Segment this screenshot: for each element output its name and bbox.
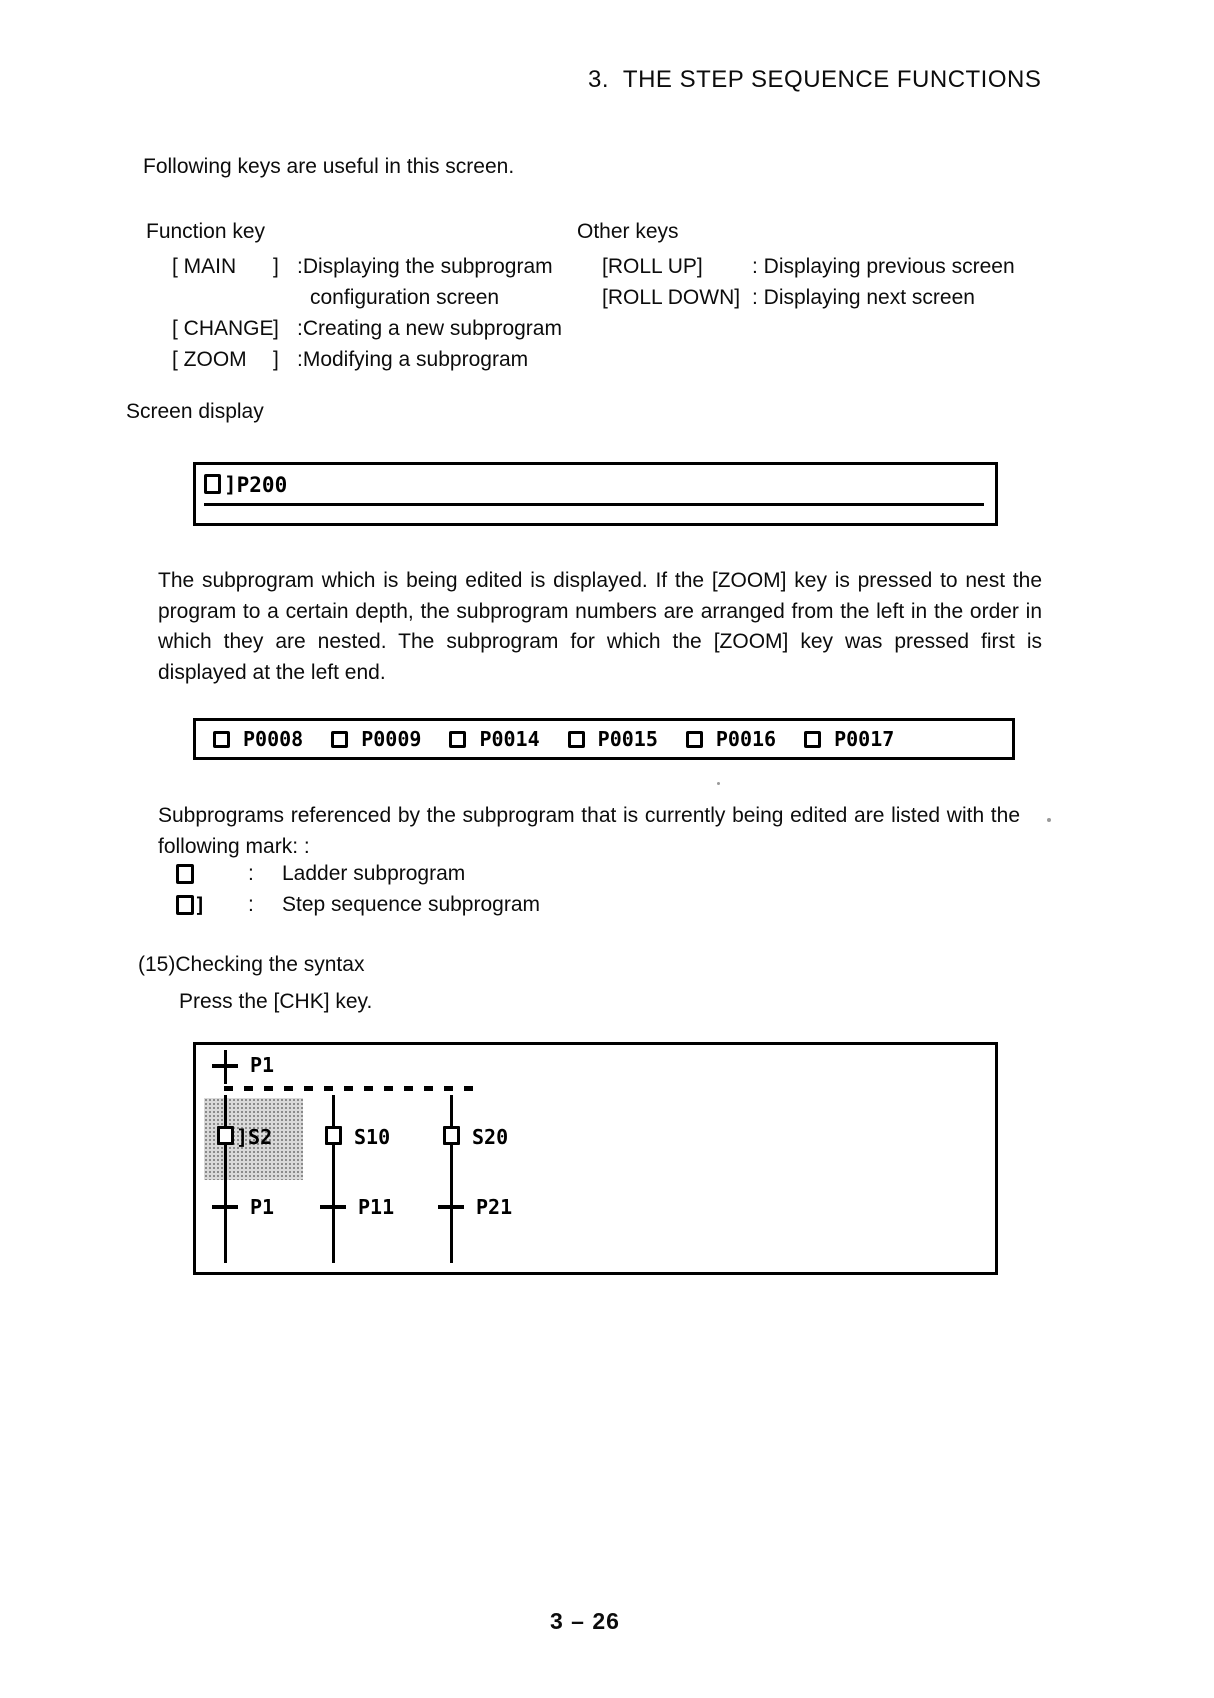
step-label: S10 — [354, 1125, 391, 1149]
transition-label: P11 — [358, 1195, 395, 1219]
function-key-row — [172, 251, 562, 282]
paragraph-referenced-subprograms — [158, 800, 1020, 862]
function-key-bracket: ] — [273, 255, 279, 278]
intro-text: Following keys are useful in this screen. — [143, 155, 515, 178]
step-square-icon — [443, 1126, 460, 1145]
scan-speck — [1047, 818, 1051, 822]
other-key-name: [ROLL UP] — [602, 255, 703, 278]
function-key-name: [ ZOOM — [172, 348, 247, 371]
subprogram-number: ]P200 — [224, 473, 288, 497]
subprogram-list-item — [213, 727, 303, 751]
paragraph-line: Subprograms referenced by the subprogram that is currently being edited are listed with the — [158, 804, 1020, 827]
function-key-row — [172, 313, 562, 344]
transition-label: P21 — [476, 1195, 513, 1219]
paragraph-line: following mark: : — [158, 835, 310, 858]
branch-stem — [332, 1095, 335, 1126]
ladder-mark-icon — [686, 731, 703, 748]
ladder-mark-icon — [449, 731, 466, 748]
step-stem — [450, 1145, 453, 1263]
paragraph-line: displayed at the left end. — [158, 660, 386, 684]
chapter-heading: 3. THE STEP SEQUENCE FUNCTIONS — [588, 66, 1042, 93]
other-key-description: : Displaying next screen — [752, 286, 975, 309]
ladder-mark-icon — [804, 731, 821, 748]
step-sequence-diagram-box — [193, 1042, 998, 1275]
function-key-description-cont — [172, 282, 562, 313]
subprogram-list-item — [449, 727, 539, 751]
paragraph-line: which they are nested. The subprogram for which the [ZOOM] key was pressed first is — [158, 630, 1042, 653]
function-key-bracket: ] — [273, 348, 279, 371]
screen-box-subprogram-list — [193, 718, 1015, 760]
function-key-row — [172, 344, 562, 375]
transition-cross-icon — [212, 1205, 238, 1209]
screen-box-subprogram — [193, 462, 998, 526]
ladder-mark-icon — [331, 731, 348, 748]
function-key-description: :Modifying a subprogram — [297, 348, 529, 371]
step-label: ]S2 — [236, 1125, 273, 1149]
transition-cross-icon — [212, 1064, 238, 1068]
subprogram-number: P0008 — [243, 727, 304, 751]
step-stem — [224, 1145, 227, 1263]
step-sequence-mark-icon — [204, 474, 221, 494]
function-key-description: :Displaying the subprogram — [297, 255, 553, 278]
other-key-description: : Displaying previous screen — [752, 255, 1015, 278]
other-keys-title: Other keys — [577, 220, 679, 243]
mark-legend-row — [176, 858, 540, 889]
mark-colon: : — [248, 892, 254, 916]
transition-label: P1 — [250, 1053, 275, 1077]
subprogram-number: P0017 — [834, 727, 895, 751]
section-15-instruction: Press the [CHK] key. — [179, 990, 373, 1013]
step-stem — [332, 1145, 335, 1263]
function-key-list — [172, 251, 562, 375]
paragraph-line: program to a certain depth, the subprogram numbers are arranged from the left in the order in — [158, 599, 1042, 623]
function-key-title: Function key — [146, 220, 266, 243]
mark-square-icon — [176, 864, 194, 884]
subprogram-list-item — [331, 727, 421, 751]
subprogram-number: P0015 — [597, 727, 658, 751]
other-key-row — [602, 282, 1015, 313]
mark-symbol — [176, 893, 248, 917]
ladder-mark-icon — [568, 731, 585, 748]
subprogram-list-item — [686, 727, 776, 751]
paragraph-line: The subprogram which is being edited is displayed. If the [ZOOM] key is pressed to nest the — [158, 569, 1042, 592]
ladder-mark-icon — [213, 731, 230, 748]
mark-colon: : — [248, 861, 254, 885]
screen-display-label: Screen display — [126, 400, 264, 423]
function-key-name: [ CHANGE — [172, 317, 274, 340]
screen-divider-line — [204, 503, 984, 506]
section-15-heading: (15)Checking the syntax — [138, 953, 365, 976]
subprogram-number: P0014 — [479, 727, 540, 751]
paragraph-zoom-description — [158, 566, 1042, 688]
other-keys-list — [602, 251, 1015, 313]
subprogram-list-item — [804, 727, 894, 751]
dashed-branch-line — [224, 1086, 474, 1091]
page-number: 3 – 26 — [550, 1608, 620, 1634]
scan-speck — [717, 782, 720, 785]
mark-description: Step sequence subprogram — [282, 892, 540, 916]
step-label: S20 — [472, 1125, 509, 1149]
branch-stem — [450, 1095, 453, 1126]
mark-legend — [176, 858, 540, 920]
transition-cross-icon — [320, 1205, 346, 1209]
step-square-icon — [325, 1126, 342, 1145]
function-key-description: :Creating a new subprogram — [297, 317, 562, 340]
transition-label: P1 — [250, 1195, 275, 1219]
other-key-row — [602, 251, 1015, 282]
subprogram-number: P0016 — [715, 727, 777, 751]
step-square-icon — [217, 1126, 234, 1145]
transition-cross-icon — [438, 1205, 464, 1209]
function-key-bracket: ] — [273, 317, 279, 340]
mark-bracket: ] — [194, 892, 207, 917]
branch-stem — [224, 1095, 227, 1126]
other-key-name: [ROLL DOWN] — [602, 286, 741, 309]
mark-legend-row — [176, 889, 540, 920]
function-key-description-line2: configuration screen — [310, 286, 500, 309]
function-key-name: [ MAIN — [172, 255, 237, 278]
mark-symbol — [176, 864, 248, 884]
mark-description: Ladder subprogram — [282, 861, 466, 885]
subprogram-number: P0009 — [361, 727, 422, 751]
mark-square-icon — [176, 895, 194, 915]
subprogram-list-item — [568, 727, 658, 751]
